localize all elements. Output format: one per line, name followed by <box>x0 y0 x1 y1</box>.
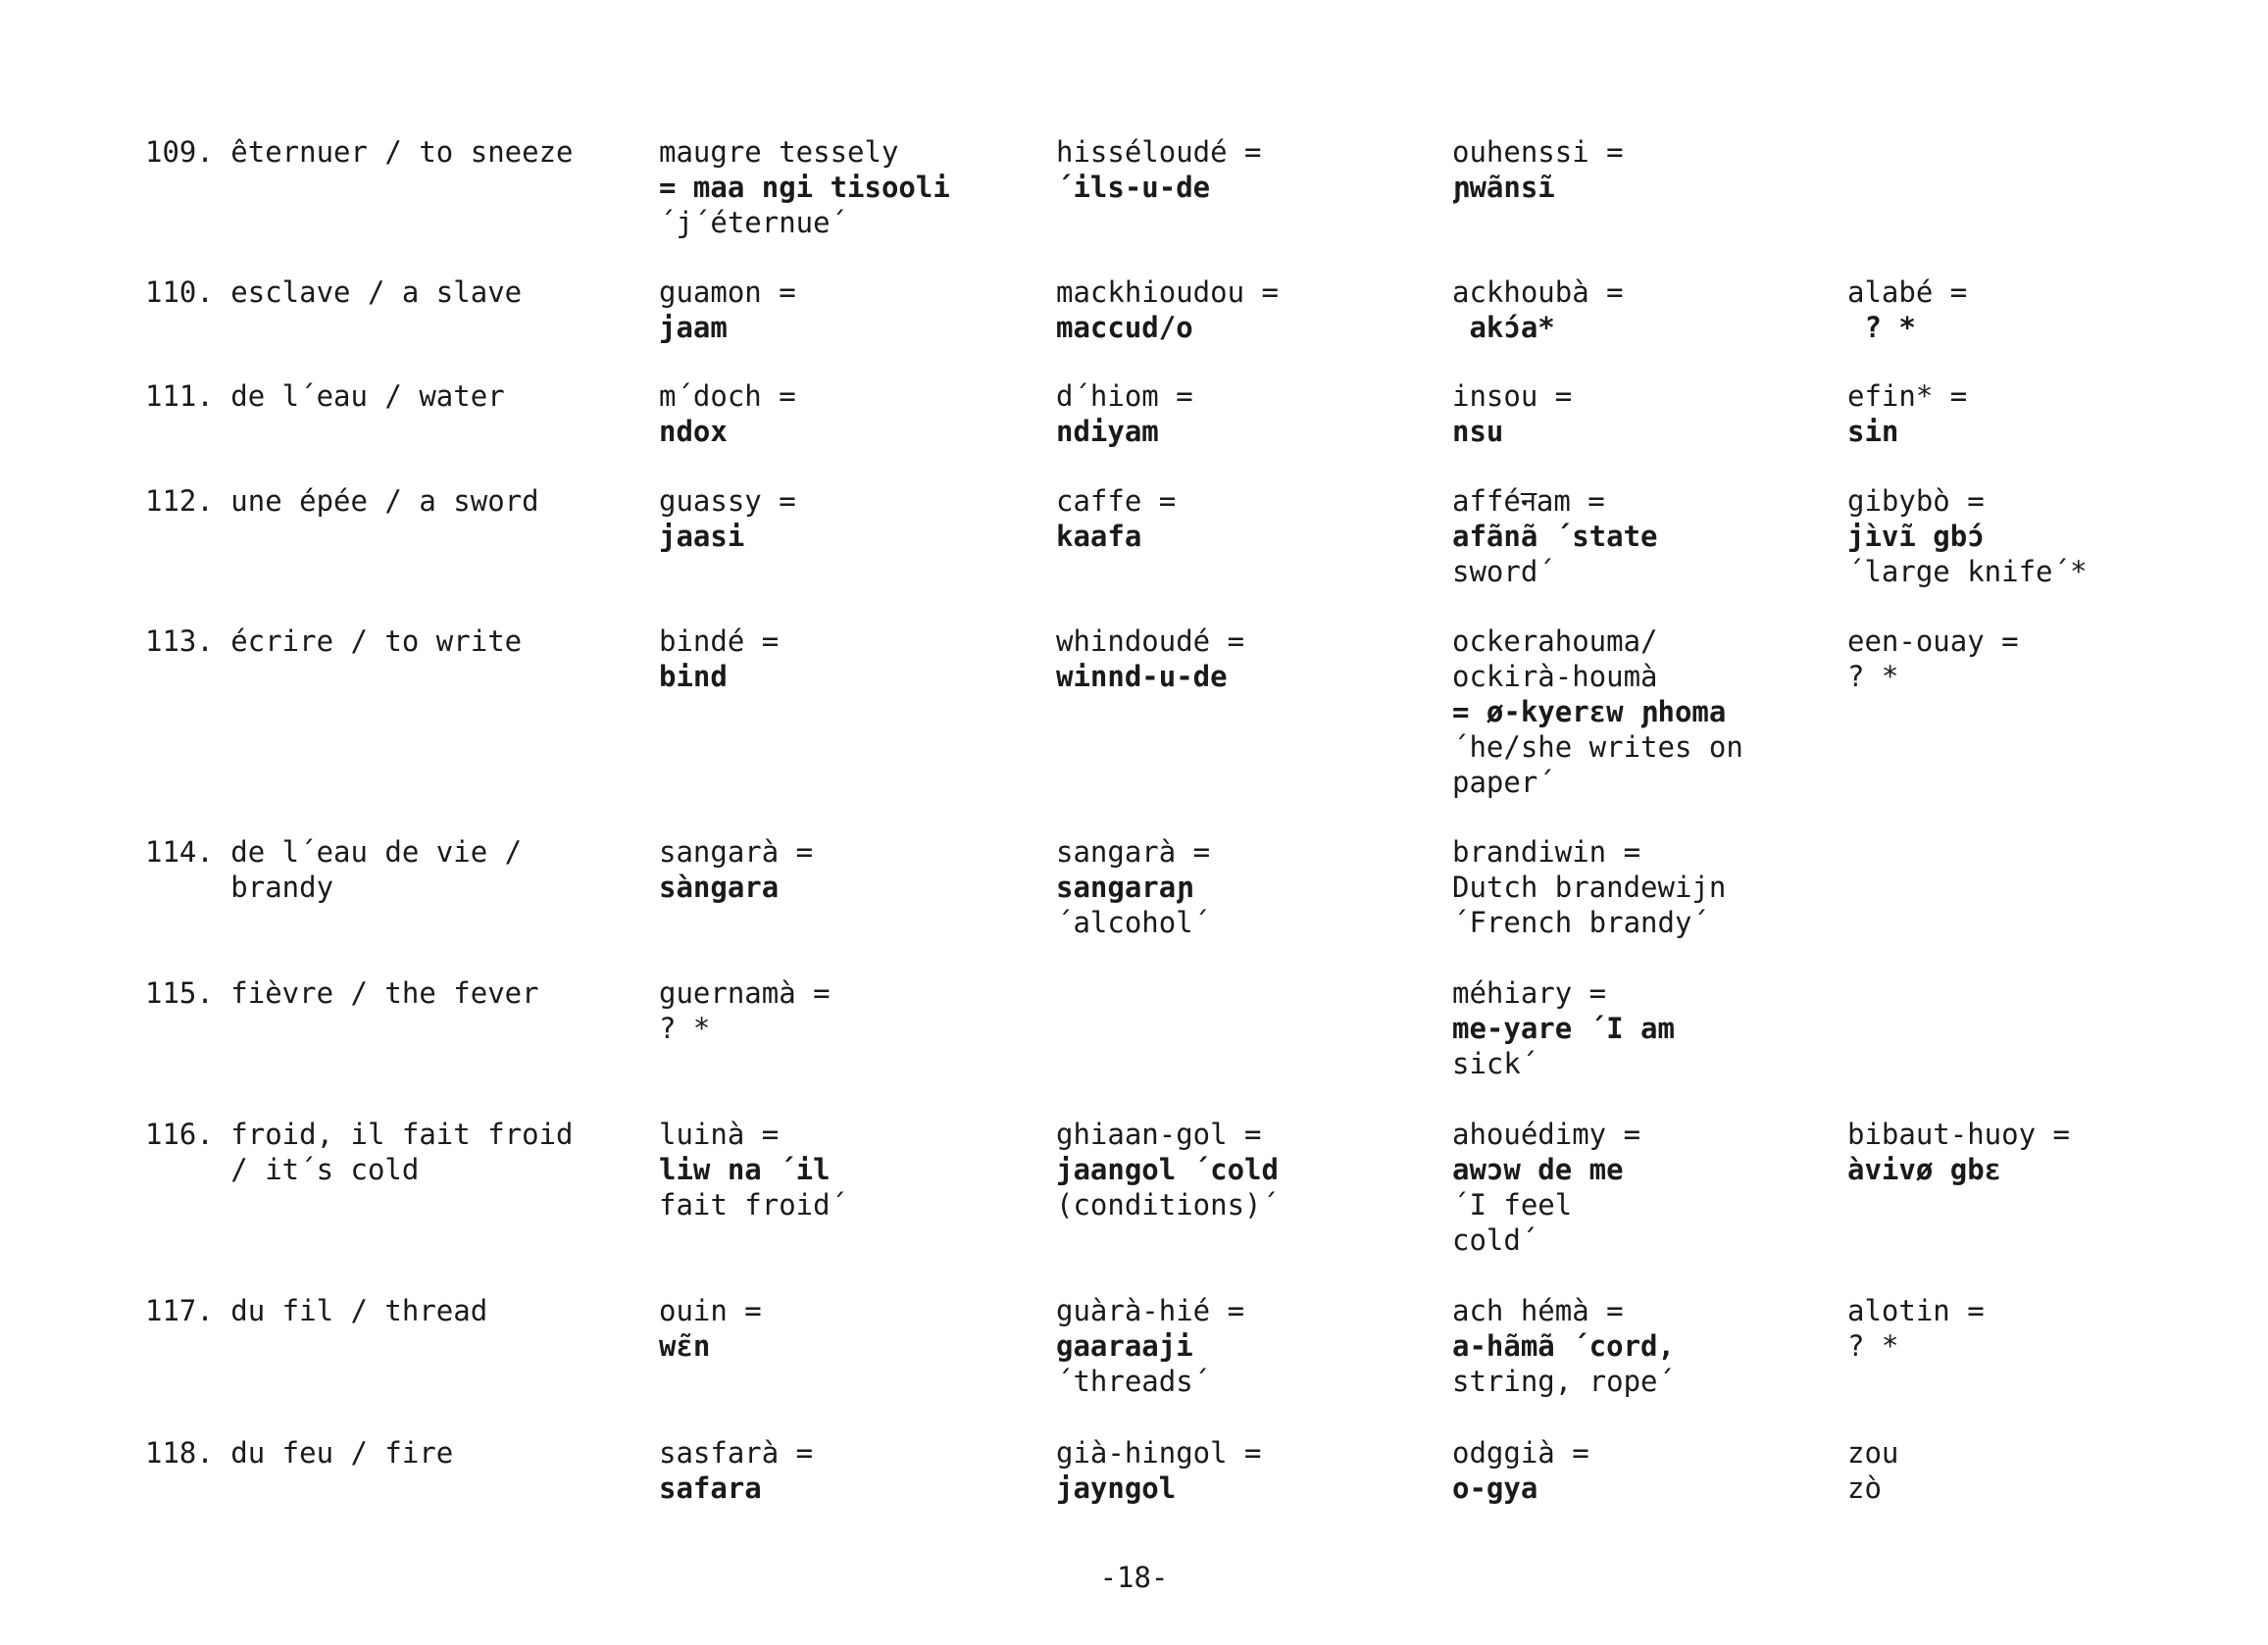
fulani-cell <box>1056 378 1193 449</box>
gloss-cell <box>145 274 522 310</box>
wolof-cell <box>659 1293 762 1364</box>
wolof-cell <box>659 975 831 1046</box>
entry-line: ´I feel <box>1452 1188 1573 1221</box>
gloss-cell <box>145 1117 574 1187</box>
ewe-gbe-cell <box>1847 274 1967 345</box>
entry-line: awɔw de me <box>1452 1153 1624 1186</box>
entry-line: / it´s cold <box>145 1153 420 1186</box>
entry-line: bind <box>659 660 728 693</box>
entry-line: liw na ´il <box>659 1153 831 1186</box>
akan-cell <box>1452 623 1743 800</box>
gloss-cell <box>145 134 574 170</box>
entry-line: jìvĩ gbɔ́ <box>1847 520 1985 553</box>
fulani-cell <box>1056 1293 1244 1399</box>
entry-line: ´alcohol´ <box>1056 906 1211 939</box>
entry-line: kaafa <box>1056 520 1142 553</box>
wolof-cell <box>659 378 796 449</box>
entry-line: bindé = <box>659 624 780 658</box>
entry-line: afãnã ´state <box>1452 520 1658 553</box>
entry-line: alabé = <box>1847 275 1968 309</box>
entry-line: 118. du feu / fire <box>145 1436 454 1470</box>
entry-line: een-ouay = <box>1847 624 2019 658</box>
entry-line: 112. une épée / a sword <box>145 484 539 518</box>
ewe-gbe-cell <box>1847 1435 1898 1506</box>
entry-line: zò <box>1847 1471 1882 1505</box>
gloss-cell <box>145 483 539 519</box>
wolof-cell <box>659 134 950 240</box>
entry-line: ach hémà = <box>1452 1294 1624 1327</box>
entry-line: ndiyam <box>1056 415 1159 448</box>
entry-line: nsu <box>1452 415 1504 448</box>
entry-line: efin* = <box>1847 379 1968 413</box>
fulani-cell <box>1056 1117 1279 1222</box>
entry-line: cold´ <box>1452 1223 1538 1257</box>
entry-line: gibybò = <box>1847 484 1985 518</box>
entry-line: d´hiom = <box>1056 379 1193 413</box>
entry-line: ouhenssi = <box>1452 135 1624 169</box>
ewe-gbe-cell <box>1847 623 2019 694</box>
entry-line: fait froid´ <box>659 1188 848 1221</box>
entry-line: ? * <box>1847 660 1899 693</box>
akan-cell <box>1452 274 1624 345</box>
gloss-cell <box>145 378 505 414</box>
akan-cell <box>1452 378 1572 449</box>
entry-line: brandiwin = <box>1452 835 1641 869</box>
entry-line: sin <box>1847 415 1899 448</box>
entry-line: bibaut-huoy = <box>1847 1118 2070 1151</box>
entry-line: insou = <box>1452 379 1573 413</box>
entry-line: 109. êternuer / to sneeze <box>145 135 574 169</box>
entry-line: me-yare ´I am <box>1452 1012 1675 1045</box>
akan-cell <box>1452 834 1726 940</box>
entry-line: jayngol <box>1056 1471 1177 1505</box>
entry-line: 110. esclave / a slave <box>145 275 523 309</box>
ewe-gbe-cell <box>1847 378 1967 449</box>
entry-line: Dutch brandewijn <box>1452 871 1727 904</box>
entry-line: akɔ́a* <box>1452 311 1555 344</box>
entry-line: sasfarà = <box>659 1436 814 1470</box>
entry-line: ´j´éternue´ <box>659 206 848 239</box>
entry-line: whindoudé = <box>1056 624 1245 658</box>
gloss-cell <box>145 623 522 659</box>
wolof-cell <box>659 623 779 694</box>
entry-line: àvivø gbɛ <box>1847 1153 2002 1186</box>
entry-line: 117. du fil / thread <box>145 1294 488 1327</box>
entry-line: già-hingol = <box>1056 1436 1262 1470</box>
entry-line: gaaraaji <box>1056 1329 1193 1363</box>
page-number: -18- <box>1099 1561 1169 1594</box>
entry-line: guassy = <box>659 484 796 518</box>
akan-cell <box>1452 975 1675 1081</box>
entry-line: guamon = <box>659 275 796 309</box>
entry-line: brandy <box>145 871 334 904</box>
entry-line: jaangol ´cold <box>1056 1153 1279 1186</box>
entry-line: ghiaan-gol = <box>1056 1118 1262 1151</box>
entry-line: safara <box>659 1471 762 1505</box>
entry-line: = ø-kyerɛw ɲhoma <box>1452 695 1727 728</box>
entry-line: 114. de l´eau de vie / <box>145 835 523 869</box>
entry-line: méhiary = <box>1452 976 1607 1010</box>
entry-line: ockirà-houmà <box>1452 660 1658 693</box>
entry-line: jaasi <box>659 520 745 553</box>
entry-line: m´doch = <box>659 379 796 413</box>
wolof-cell <box>659 483 796 554</box>
entry-line: ackhoubà = <box>1452 275 1624 309</box>
wolof-cell <box>659 1435 813 1506</box>
fulani-cell <box>1056 1435 1262 1506</box>
entry-line: wɛ̃n <box>659 1329 711 1363</box>
gloss-cell <box>145 834 522 905</box>
entry-line: string, rope´ <box>1452 1365 1675 1398</box>
entry-line: winnd-u-de <box>1056 660 1228 693</box>
wolof-cell <box>659 1117 847 1222</box>
entry-line: guàrà-hié = <box>1056 1294 1245 1327</box>
entry-line: luinà = <box>659 1118 780 1151</box>
akan-cell <box>1452 1435 1589 1506</box>
entry-line: odggià = <box>1452 1436 1589 1470</box>
entry-line: sword´ <box>1452 555 1555 588</box>
entry-line: maccud/o <box>1056 311 1193 344</box>
akan-cell <box>1452 1117 1640 1258</box>
akan-cell <box>1452 134 1624 205</box>
entry-line: ɲwãnsĩ <box>1452 171 1555 204</box>
entry-line: alotin = <box>1847 1294 1985 1327</box>
entry-line: caffe = <box>1056 484 1177 518</box>
entry-line: ´French brandy´ <box>1452 906 1709 939</box>
gloss-cell <box>145 1435 453 1471</box>
entry-line: (conditions)´ <box>1056 1188 1279 1221</box>
entry-line: ? * <box>1847 311 1916 344</box>
entry-line: o-gya <box>1452 1471 1538 1505</box>
fulani-cell <box>1056 483 1176 554</box>
fulani-cell <box>1056 134 1262 205</box>
entry-line: ockerahouma/ <box>1452 624 1658 658</box>
fulani-cell <box>1056 834 1210 940</box>
ewe-gbe-cell <box>1847 1117 2070 1187</box>
ewe-gbe-cell <box>1847 1293 1985 1364</box>
entry-line: afféनam = <box>1452 484 1605 518</box>
entry-line: ouin = <box>659 1294 762 1327</box>
fulani-cell <box>1056 274 1279 345</box>
entry-line: sangarà = <box>659 835 814 869</box>
entry-line: ahouédimy = <box>1452 1118 1641 1151</box>
entry-line: ´he/she writes on <box>1452 730 1743 764</box>
wolof-cell <box>659 834 813 905</box>
entry-line: sick´ <box>1452 1047 1538 1080</box>
entry-line: hisséloudé = <box>1056 135 1262 169</box>
entry-line: sàngara <box>659 871 780 904</box>
entry-line: mackhioudou = <box>1056 275 1279 309</box>
entry-line: a-hãmã ´cord, <box>1452 1329 1675 1363</box>
akan-cell <box>1452 483 1658 589</box>
wolof-cell <box>659 274 796 345</box>
entry-line: paper´ <box>1452 766 1555 799</box>
entry-line: ´ils-u-de <box>1056 171 1211 204</box>
fulani-cell <box>1056 623 1244 694</box>
entry-line: zou <box>1847 1436 1899 1470</box>
gloss-cell <box>145 1293 487 1328</box>
entry-line: sangarà = <box>1056 835 1211 869</box>
entry-line: jaam <box>659 311 728 344</box>
entry-line: sangaraɲ <box>1056 871 1193 904</box>
entry-line: maugre tessely <box>659 135 899 169</box>
akan-cell <box>1452 1293 1675 1399</box>
entry-line: ndox <box>659 415 728 448</box>
entry-line: 115. fièvre / the fever <box>145 976 539 1010</box>
entry-line: 111. de l´eau / water <box>145 379 505 413</box>
ewe-gbe-cell <box>1847 483 2087 589</box>
entry-line: 113. écrire / to write <box>145 624 523 658</box>
entry-line: ? * <box>659 1012 711 1045</box>
entry-line: ´threads´ <box>1056 1365 1211 1398</box>
entry-line: ´large knife´* <box>1847 555 2088 588</box>
entry-line: guernamà = <box>659 976 831 1010</box>
entry-line: = maa ngi tisooli <box>659 171 950 204</box>
gloss-cell <box>145 975 539 1011</box>
entry-line: ? * <box>1847 1329 1899 1363</box>
entry-line: 116. froid, il fait froid <box>145 1118 574 1151</box>
